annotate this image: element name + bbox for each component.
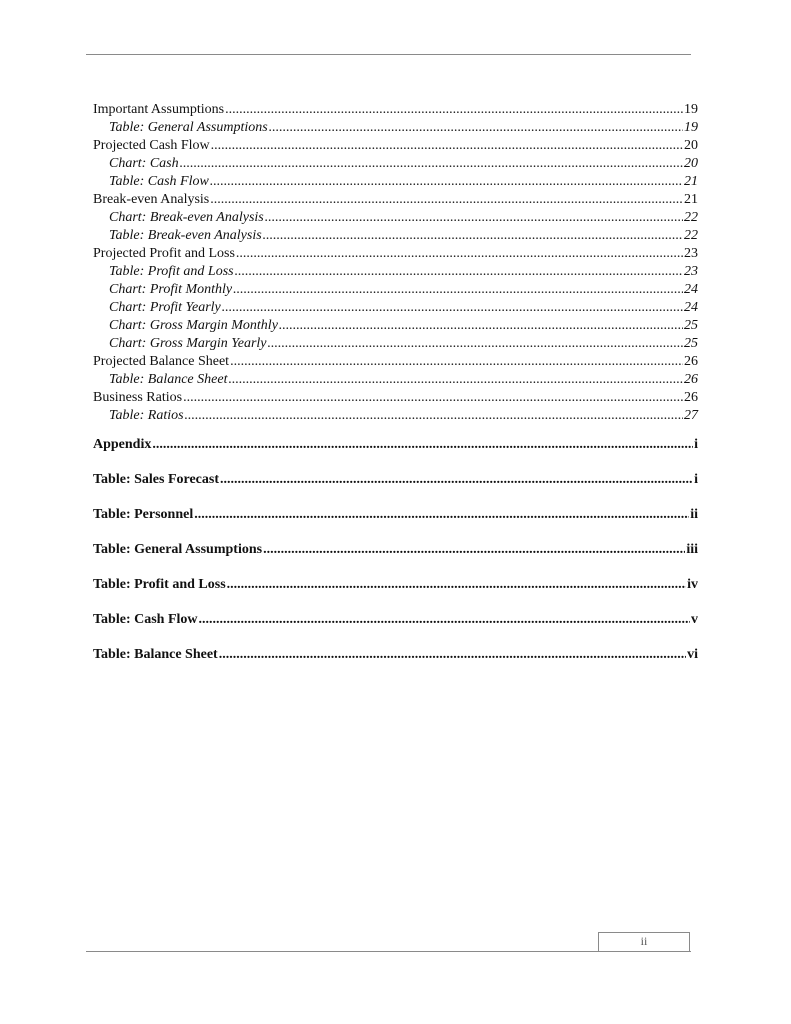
- toc-entry-title: Chart: Gross Margin Monthly: [109, 318, 278, 333]
- toc-entry-page: 26: [684, 372, 698, 387]
- dot-leader: [230, 353, 683, 371]
- toc-subentry[interactable]: [93, 209, 698, 227]
- toc-subentry[interactable]: [93, 173, 698, 191]
- table-of-contents: [93, 101, 698, 681]
- toc-subentry[interactable]: [93, 281, 698, 299]
- toc-entry-title: Chart: Gross Margin Yearly: [109, 336, 267, 351]
- dot-leader: [236, 245, 683, 263]
- dot-leader: [210, 191, 683, 209]
- toc-entry-title: Table: Ratios: [109, 408, 184, 423]
- toc-entry-page: 22: [684, 210, 698, 225]
- dot-leader: [220, 471, 693, 489]
- toc-entry-title: Table: General Assumptions: [109, 120, 268, 135]
- toc-entry[interactable]: [93, 101, 698, 119]
- toc-subentry[interactable]: [93, 407, 698, 425]
- toc-entry-title: Table: Balance Sheet: [109, 372, 228, 387]
- header-rule: [86, 54, 691, 55]
- dot-leader: [227, 576, 686, 594]
- dot-leader: [279, 317, 683, 335]
- toc-subentry[interactable]: [93, 335, 698, 353]
- toc-major-entry[interactable]: [93, 471, 698, 506]
- toc-entry-page: vi: [687, 647, 698, 662]
- toc-entry-page: 21: [684, 192, 698, 207]
- toc-subentry[interactable]: [93, 119, 698, 137]
- dot-leader: [263, 541, 685, 559]
- toc-entry-page: 19: [684, 102, 698, 117]
- toc-entry-title: Break-even Analysis: [93, 192, 210, 207]
- dot-leader: [265, 209, 683, 227]
- toc-entry-title: Business Ratios: [93, 390, 183, 405]
- toc-major-entry[interactable]: [93, 541, 698, 576]
- toc-entry[interactable]: [93, 245, 698, 263]
- toc-entry-page: 26: [684, 390, 698, 405]
- dot-leader: [210, 173, 683, 191]
- toc-entry-page: 24: [684, 282, 698, 297]
- toc-major-entry[interactable]: [93, 506, 698, 541]
- dot-leader: [269, 119, 683, 137]
- toc-subentry[interactable]: [93, 299, 698, 317]
- toc-entry-title: Important Assumptions: [93, 102, 225, 117]
- toc-subentry[interactable]: [93, 155, 698, 173]
- toc-subentry[interactable]: [93, 227, 698, 245]
- toc-entry-page: 25: [684, 336, 698, 351]
- toc-entry[interactable]: [93, 191, 698, 209]
- toc-entry-title: Table: Profit and Loss: [93, 577, 226, 592]
- toc-entry-page: ii: [690, 507, 698, 522]
- toc-entry-page: 19: [684, 120, 698, 135]
- dot-leader: [219, 646, 686, 664]
- toc-entry-title: Table: Cash Flow: [93, 612, 198, 627]
- dot-leader: [235, 263, 683, 281]
- toc-entry-title: Table: Sales Forecast: [93, 472, 219, 487]
- toc-subentry[interactable]: [93, 263, 698, 281]
- toc-major-entry[interactable]: [93, 611, 698, 646]
- dot-leader: [199, 611, 690, 629]
- toc-entry-title: Table: Profit and Loss: [109, 264, 234, 279]
- toc-subentry[interactable]: [93, 317, 698, 335]
- toc-entry-title: Table: Break-even Analysis: [109, 228, 262, 243]
- toc-major-entry[interactable]: [93, 646, 698, 681]
- dot-leader: [183, 389, 683, 407]
- dot-leader: [211, 137, 683, 155]
- toc-entry-title: Projected Cash Flow: [93, 138, 210, 153]
- dot-leader: [180, 155, 683, 173]
- toc-entry-page: 24: [684, 300, 698, 315]
- toc-subentry[interactable]: [93, 371, 698, 389]
- toc-entry-title: Table: Balance Sheet: [93, 647, 218, 662]
- dot-leader: [225, 101, 683, 119]
- toc-entry-page: 20: [684, 156, 698, 171]
- toc-entry-page: 27: [684, 408, 698, 423]
- toc-entry-title: Chart: Cash: [109, 156, 179, 171]
- toc-entry-title: Projected Balance Sheet: [93, 354, 230, 369]
- toc-entry-page: i: [694, 472, 698, 487]
- dot-leader: [194, 506, 689, 524]
- toc-entry[interactable]: [93, 389, 698, 407]
- toc-major-entry[interactable]: [93, 576, 698, 611]
- dot-leader: [222, 299, 683, 317]
- toc-entry-title: Chart: Profit Monthly: [109, 282, 233, 297]
- toc-entry-page: v: [691, 612, 698, 627]
- toc-entry-page: 23: [684, 264, 698, 279]
- toc-entry-title: Chart: Profit Yearly: [109, 300, 221, 315]
- dot-leader: [268, 335, 683, 353]
- toc-entry-title: Table: Personnel: [93, 507, 194, 522]
- page-number-box: [598, 932, 690, 951]
- footer-rule: [86, 951, 691, 952]
- toc-entry-page: 22: [684, 228, 698, 243]
- toc-entry-page: iii: [686, 542, 698, 557]
- toc-entry-page: i: [694, 437, 698, 452]
- toc-entry-page: iv: [687, 577, 698, 592]
- toc-entry-page: 26: [684, 354, 698, 369]
- dot-leader: [233, 281, 683, 299]
- page-number: ii: [640, 934, 648, 948]
- toc-entry-page: 25: [684, 318, 698, 333]
- toc-entry-title: Appendix: [93, 437, 152, 452]
- dot-leader: [185, 407, 683, 425]
- toc-entry[interactable]: [93, 137, 698, 155]
- toc-major-entry-appendix[interactable]: [93, 436, 698, 471]
- toc-entry-page: 21: [684, 174, 698, 189]
- dot-leader: [152, 436, 693, 454]
- toc-entry-title: Projected Profit and Loss: [93, 246, 235, 261]
- toc-entry-title: Table: General Assumptions: [93, 542, 263, 557]
- dot-leader: [228, 371, 683, 389]
- toc-entry-page: 20: [684, 138, 698, 153]
- toc-entry-title: Table: Cash Flow: [109, 174, 209, 189]
- toc-entry[interactable]: [93, 353, 698, 371]
- toc-entry-page: 23: [684, 246, 698, 261]
- toc-entry-title: Chart: Break-even Analysis: [109, 210, 264, 225]
- dot-leader: [263, 227, 683, 245]
